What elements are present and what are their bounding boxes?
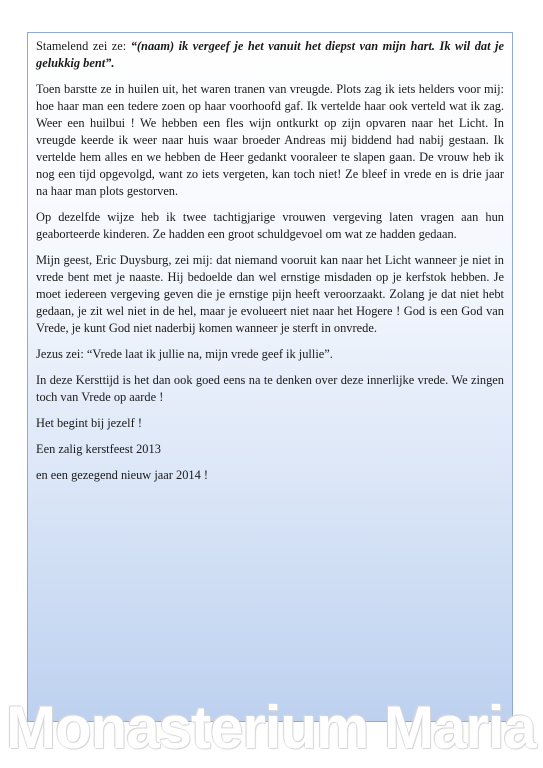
paragraph-2: Toen barstte ze in huilen uit, het waren tranen van vreugde. Plots zag ik iets helders voor mij: hoe haar man een tedere zoen op haar voorhoofd gaf. Ik vertelde haar ook verteld wat ik zag. Weer een huilbui ! We hebben een fles wijn ontkurkt op zijn opvaren naar het Licht. In vreugde keerde ik weer naar huis waar broeder Andreas mij biddend had nabij gestaan. Ik vertelde hem alles en we hebben de Heer gedankt vooraleer te slapen gaan. De vrouw heb ik nog een tijd opgevolgd, want zo iets vergeten, kan toch niet! Ze bleef in vrede en is drie jaar na haar man plots gestorven. xyxy=(36,82,504,198)
paragraph-4: Mijn geest, Eric Duysburg, zei mij: dat niemand vooruit kan naar het Licht wanneer je niet in vrede bent met je naaste. Hij bedoelde dan wel ernstige misdaden op je kerfstok hebben. Je moet iedereen vergeving geven die je ernstige pijn heeft veroorzaakt. Zolang je dat niet hebt gedaan, je zit wel niet in de hel, maar je evolueert niet naar het Hogere ! God is een God van Vrede, je kunt God niet naderbij komen wanneer je sterft in onvrede. xyxy=(36,253,504,335)
paragraph-6: In deze Kersttijd is het dan ook goed eens na te denken over deze innerlijke vrede. We zingen toch van Vrede op aarde ! xyxy=(36,373,504,404)
paragraph-7: Het begint bij jezelf ! xyxy=(36,416,142,430)
paragraph-5: Jezus zei: “Vrede laat ik jullie na, mijn vrede geef ik jullie”. xyxy=(36,347,333,361)
paragraph-lead: Stamelend zei ze: xyxy=(36,39,131,53)
paragraph-8: Een zalig kerstfeest 2013 xyxy=(36,442,161,456)
watermark: Monasterium Maria xyxy=(6,694,536,761)
article-panel xyxy=(27,32,513,722)
paragraph-9: en een gezegend nieuw jaar 2014 ! xyxy=(36,468,209,482)
paragraph-1 xyxy=(36,38,504,72)
article-body xyxy=(36,38,504,493)
forgiveness-quote: “(naam) ik vergeef je het vanuit het diepst van mijn hart. Ik wil dat je gelukkig bent”. xyxy=(36,39,504,70)
paragraph-3: Op dezelfde wijze heb ik twee tachtigjarige vrouwen vergeving laten vragen aan hun geaborteerde kinderen. Ze hadden een groot schuldgevoel om wat ze hadden gedaan. xyxy=(36,210,504,241)
